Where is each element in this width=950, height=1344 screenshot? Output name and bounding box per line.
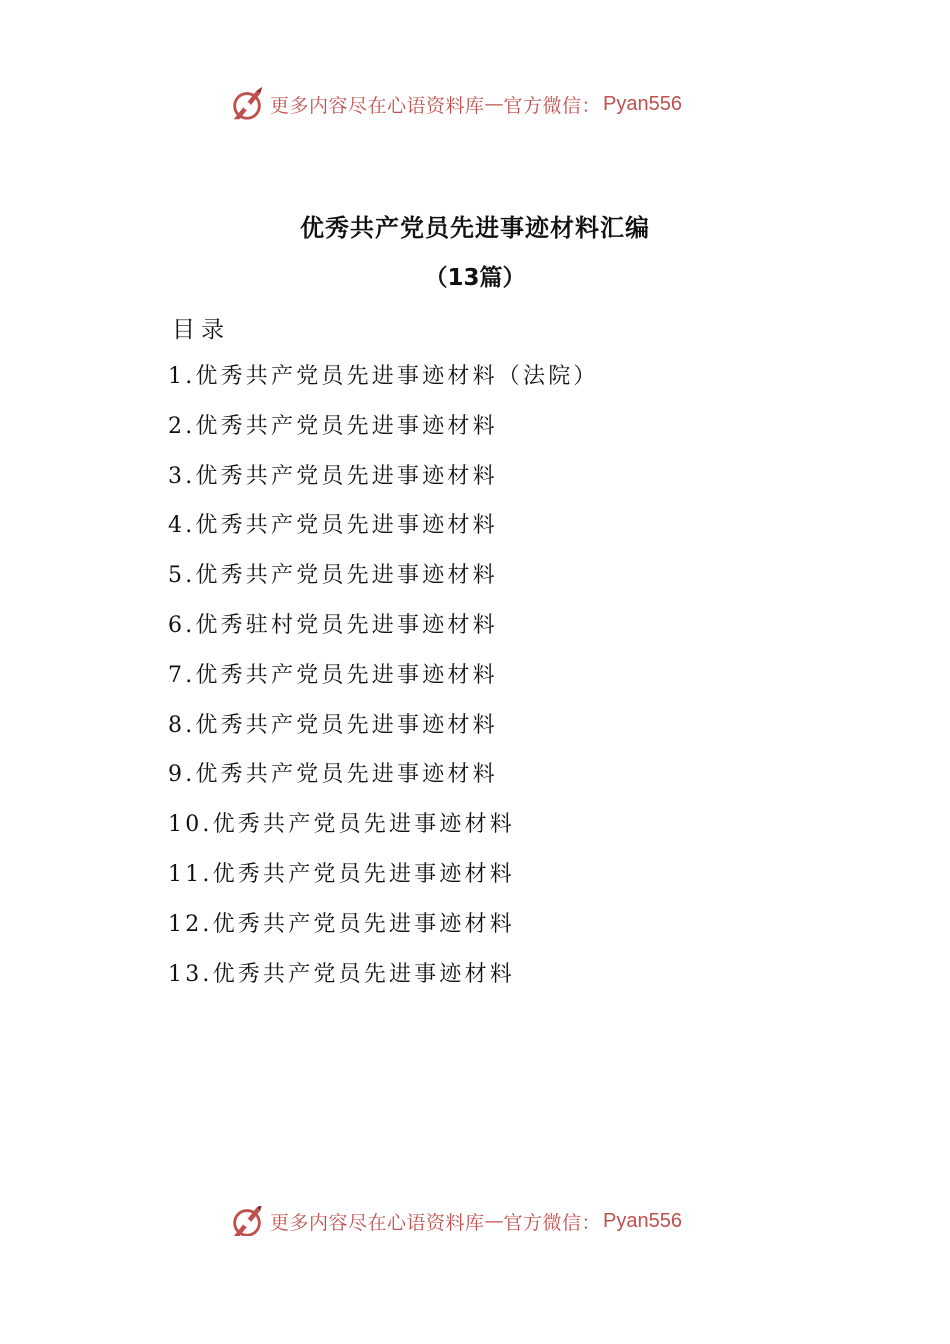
watermark-account-label: 官方微信：: [503, 1211, 602, 1234]
watermark-account-label: 官方微信：: [503, 94, 602, 117]
toc-item: 2.优秀共产党员先进事迹材料: [168, 413, 498, 439]
toc-list: [168, 360, 599, 1007]
toc-item: 10.优秀共产党员先进事迹材料: [168, 812, 515, 838]
watermark-account-id: Pyan556: [603, 1209, 682, 1232]
toc-item: 7.优秀共产党员先进事迹材料: [168, 662, 498, 688]
toc-item: 5.优秀共产党员先进事迹材料: [168, 563, 498, 589]
toc-item: 3.优秀共产党员先进事迹材料: [168, 463, 498, 489]
document-subtitle: （13篇）: [424, 265, 526, 291]
watermark-dash: —: [484, 1210, 504, 1232]
pen-logo-icon: [228, 1206, 266, 1236]
toc-item: 9.优秀共产党员先进事迹材料: [168, 762, 498, 788]
header-watermark: [228, 84, 682, 124]
toc-item: 12.优秀共产党员先进事迹材料: [168, 911, 515, 937]
toc-item: 8.优秀共产党员先进事迹材料: [168, 712, 498, 738]
toc-item: 4.优秀共产党员先进事迹材料: [168, 513, 498, 539]
toc-item: 6.优秀驻村党员先进事迹材料: [168, 612, 498, 638]
pen-logo-icon: [228, 85, 266, 123]
document-title: 优秀共产党员先进事迹材料汇编: [300, 214, 650, 242]
watermark-text: 更多内容尽在心语资料库: [270, 94, 485, 117]
watermark-dash: —: [484, 93, 504, 115]
toc-heading: 目录: [172, 317, 230, 343]
toc-item: 11.优秀共产党员先进事迹材料: [168, 861, 515, 887]
watermark-text: 更多内容尽在心语资料库: [270, 1211, 485, 1234]
footer-watermark: [228, 1206, 682, 1236]
toc-item: 1.优秀共产党员先进事迹材料（法院）: [168, 364, 599, 389]
watermark-account-id: Pyan556: [603, 92, 682, 115]
toc-item: 13.优秀共产党员先进事迹材料: [168, 961, 515, 987]
